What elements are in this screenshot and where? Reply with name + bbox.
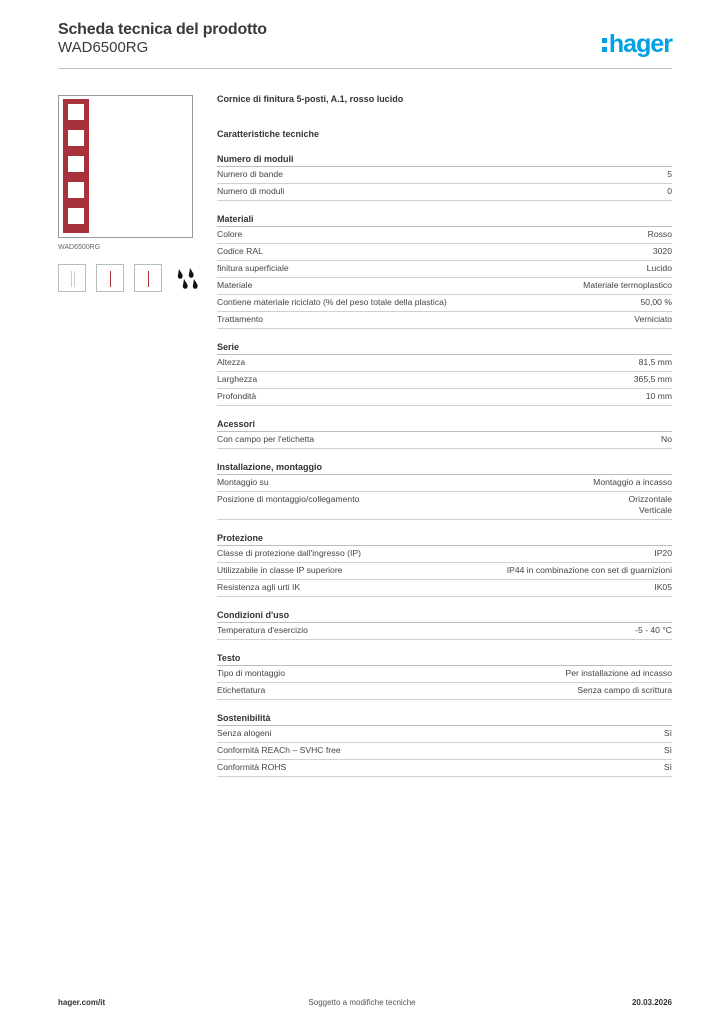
spec-row [217, 623, 672, 640]
spec-value-line: Senza campo di scrittura [577, 685, 672, 695]
spec-row [217, 563, 672, 580]
spec-group [217, 713, 672, 777]
spec-label: Numero di bande [217, 169, 283, 179]
spec-value [639, 357, 672, 368]
spec-group-title: Condizioni d'uso [217, 610, 672, 623]
spec-label: Colore [217, 229, 243, 239]
thumbnail-side-2[interactable] [134, 264, 162, 292]
spec-value [640, 297, 672, 308]
spec-group-title: Serie [217, 342, 672, 355]
spec-row [217, 683, 672, 700]
spec-value-line: 81,5 mm [638, 357, 672, 367]
spec-value [667, 169, 672, 180]
spec-label: Etichettatura [217, 685, 266, 695]
spec-group [217, 154, 672, 201]
spec-label: Materiale [217, 280, 253, 290]
thumbnail-front[interactable] [58, 264, 86, 292]
footer-disclaimer: Soggetto a modifiche tecniche [308, 998, 416, 1007]
spec-row [217, 743, 672, 760]
spec-value [577, 685, 672, 696]
spec-row [217, 389, 672, 406]
frame-slot [68, 156, 84, 172]
spec-value [654, 548, 672, 559]
spec-group [217, 342, 672, 406]
frame-slot [68, 104, 84, 120]
spec-value-line: 3020 [652, 246, 672, 256]
spec-value [634, 374, 672, 385]
spec-value-line: Lucido [646, 263, 672, 273]
footer-website-link[interactable]: hager.com/it [58, 998, 106, 1007]
water-drops-icon [173, 264, 201, 292]
spec-value [654, 582, 672, 593]
thumbnail-side[interactable] [96, 264, 124, 292]
spec-row [217, 312, 672, 329]
spec-value-line: IP44 in combinazione con set di guarnizioni [506, 565, 672, 575]
spec-row [217, 167, 672, 184]
spec-label: Utilizzabile in classe IP superiore [217, 565, 343, 575]
spec-row [217, 760, 672, 777]
spec-value-line: Verticale [639, 505, 672, 515]
spec-value-line: -5 - 40 °C [635, 625, 672, 635]
product-code: WAD6500RG [58, 39, 149, 56]
spec-group-title: Numero di moduli [217, 154, 672, 167]
spec-group [217, 533, 672, 597]
logo-text: hager [608, 30, 672, 58]
spec-value-line: IK05 [654, 582, 672, 592]
spec-label: Con campo per l'etichetta [217, 434, 315, 444]
specification-panel [217, 94, 672, 777]
spec-value [647, 263, 672, 274]
spec-value-line: Orizzontale [628, 494, 672, 504]
spec-row [217, 295, 672, 312]
product-description: Cornice di finitura 5-posti, A.1, rosso lucido [217, 94, 404, 104]
spec-value-line: Rosso [647, 229, 672, 239]
spec-label: Contiene materiale riciclato (% del peso totale della plastica) [217, 297, 447, 307]
spec-row [217, 475, 672, 492]
frame-slot [68, 130, 84, 146]
spec-row [217, 726, 672, 743]
spec-row [217, 580, 672, 597]
spec-row [217, 355, 672, 372]
spec-group-title: Testo [217, 653, 672, 666]
spec-row [217, 184, 672, 201]
spec-value-line: Sì [663, 762, 672, 772]
spec-row [217, 666, 672, 683]
spec-label: Posizione di montaggio/collegamento [217, 494, 360, 504]
spec-value-line: 0 [667, 186, 672, 196]
spec-value-line: Sì [663, 728, 672, 738]
spec-label: Altezza [217, 357, 246, 367]
image-caption: WAD6500RG [58, 244, 101, 251]
section-heading: Caratteristiche tecniche [217, 129, 320, 139]
spec-value-line: IP20 [654, 548, 672, 558]
spec-value-line: Montaggio a incasso [593, 477, 672, 487]
spec-value-line: No [661, 434, 672, 444]
spec-group-title: Acessori [217, 419, 672, 432]
logo-colon-icon [602, 38, 607, 52]
spec-value-line: 10 mm [645, 391, 672, 401]
spec-value [635, 625, 672, 636]
spec-group [217, 462, 672, 520]
spec-value-line: 365,5 mm [633, 374, 672, 384]
spec-value [661, 434, 672, 445]
spec-value [664, 745, 672, 756]
spec-label: Senza alogeni [217, 728, 272, 738]
spec-value [667, 186, 672, 197]
spec-label: Larghezza [217, 374, 258, 384]
spec-group-title: Protezione [217, 533, 672, 546]
spec-label: Resistenza agli urti IK [217, 582, 301, 592]
frame-slot [68, 182, 84, 198]
red-frame-illustration [63, 99, 89, 233]
header-divider [58, 68, 672, 69]
spec-group-title: Sostenibilità [217, 713, 672, 726]
spec-value-line: Materiale termoplastico [583, 280, 672, 290]
spec-row [217, 278, 672, 295]
spec-value-line: 50,00 % [640, 297, 672, 307]
spec-value [653, 246, 672, 257]
spec-row [217, 546, 672, 563]
spec-label: Montaggio su [217, 477, 269, 487]
spec-label: finitura superficiale [217, 263, 289, 273]
spec-label: Numero di moduli [217, 186, 285, 196]
spec-value [583, 280, 672, 291]
page-title: Scheda tecnica del prodotto [58, 21, 267, 38]
frame-slot [68, 208, 84, 224]
spec-value-line: Sì [663, 745, 672, 755]
product-image[interactable] [58, 95, 193, 238]
spec-value [648, 229, 672, 240]
spec-value [646, 391, 672, 402]
spec-group [217, 419, 672, 449]
spec-value [664, 762, 672, 773]
spec-label: Temperatura d'esercizio [217, 625, 308, 635]
spec-row [217, 227, 672, 244]
spec-value [634, 314, 672, 325]
spec-label: Profondità [217, 391, 257, 401]
spec-group-title: Installazione, montaggio [217, 462, 672, 475]
spec-value [629, 494, 672, 516]
spec-groups [217, 154, 672, 777]
spec-row [217, 244, 672, 261]
footer-date: 20.03.2026 [631, 998, 672, 1007]
spec-label: Conformità ROHS [217, 762, 287, 772]
spec-row [217, 492, 672, 520]
spec-row [217, 261, 672, 278]
hager-logo[interactable] [602, 30, 672, 59]
spec-value [593, 477, 672, 488]
spec-group [217, 653, 672, 700]
spec-group [217, 214, 672, 329]
spec-value [565, 668, 672, 679]
spec-value-line: 5 [667, 169, 672, 179]
spec-label: Classe di protezione dall'ingresso (IP) [217, 548, 361, 558]
spec-value [664, 728, 672, 739]
spec-group-title: Materiali [217, 214, 672, 227]
spec-group [217, 610, 672, 640]
spec-row [217, 432, 672, 449]
spec-value [507, 565, 672, 576]
spec-label: Tipo di montaggio [217, 668, 285, 678]
spec-value-line: Verniciato [634, 314, 672, 324]
spec-label: Codice RAL [217, 246, 263, 256]
spec-row [217, 372, 672, 389]
spec-label: Conformità REACh – SVHC free [217, 745, 341, 755]
spec-label: Trattamento [217, 314, 264, 324]
spec-value-line: Per installazione ad incasso [565, 668, 672, 678]
